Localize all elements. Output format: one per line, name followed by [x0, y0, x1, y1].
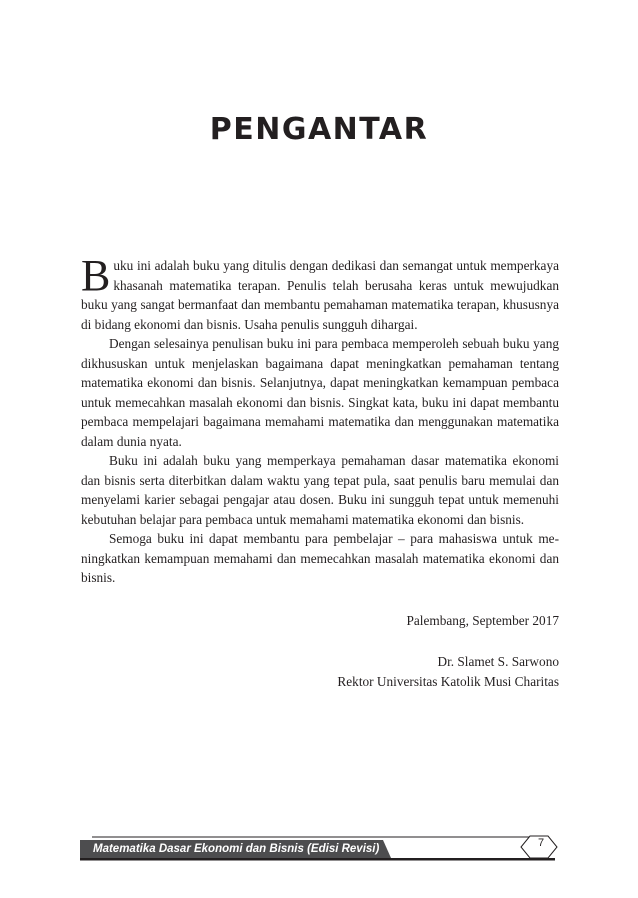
signature-position: Rektor Universitas Katolik Musi Charitas — [337, 674, 559, 689]
paragraph-1 — [81, 251, 559, 334]
paragraph-2: Dengan selesainya penulisan buku ini para pembaca memperoleh sebuah buku yang dikhususkan untuk menjelaskan bagaimana dapat meningkatkan pemahaman tentang matematika ekonomi dan bisnis. Selanjutnya, dapat meningkatkan kemampuan pembaca untuk memecahkan masalah ekonomi dan bisnis. Singkat kata, buku ini dapat membantu pembaca mempelajari bagaimana memahami matematika dan menggunakan matematika dalam dunia nyata. — [81, 336, 559, 449]
signature-place-date: Palembang, September 2017 — [406, 613, 559, 628]
page-number: 7 — [537, 837, 545, 849]
footer-book-title: Matematika Dasar Ekonomi dan Bisnis (Edisi Revisi) — [93, 843, 380, 855]
paragraph-4: Semoga buku ini dapat membantu para pembelajar – para mahasiswa untuk me-ningkatkan kemampuan memahami dan memecahkan masalah matematika ekonomi dan bisnis. — [81, 531, 559, 585]
drop-cap: B — [81, 251, 111, 300]
signature-name: Dr. Slamet S. Sarwono — [437, 654, 559, 669]
paragraph-3: Buku ini adalah buku yang memperkaya pemahaman dasar matematika ekonomi dan bisnis serta diterbitkan dalam waktu yang tepat pula, saat penulis baru memulai dan menyelami karier sebagai pengajar atau dosen. Buku ini sungguh tepat untuk memenuhi kebutuhan belajar para pembaca untuk memahami matematika ekonomi dan bisnis. — [81, 453, 559, 527]
page-title: PENGANTAR — [209, 112, 429, 147]
page-footer — [0, 820, 638, 870]
foreword-body — [81, 251, 559, 588]
footer-base-line — [80, 858, 555, 861]
paragraph-1-text: uku ini adalah buku yang ditulis dengan dedikasi dan semangat untuk memperkaya khasanah matematika terapan. Penulis telah berusaha keras untuk mewujudkan buku yang sangat bermanfaat dan membantu pemahaman matematika terapan, khususnya di bidang ekonomi dan bisnis. Usaha penulis sungguh dihargai. — [81, 258, 559, 332]
